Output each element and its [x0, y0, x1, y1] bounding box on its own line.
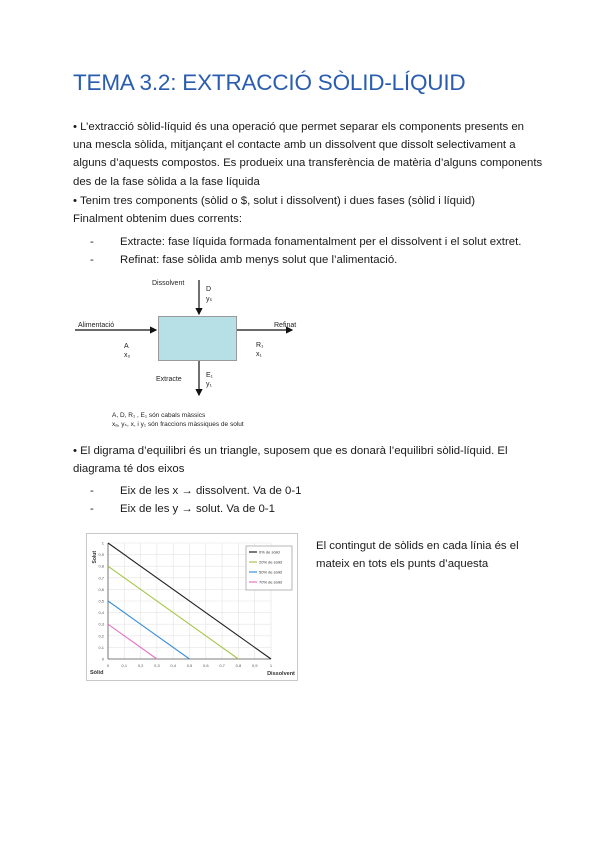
- equilibrium-paragraph: • El digrama d’equilibri és un triangle, suposem que es donarà l’equilibri sòlid-líquid. El diagrama té dos eixos: [73, 445, 508, 476]
- page-title: TEMA 3.2: EXTRACCIÓ SÒLID-LÍQUID: [73, 70, 466, 95]
- extracte-var-y1: y₁: [206, 381, 212, 388]
- y-tick-label: 0,9: [98, 552, 104, 558]
- equilibrium-chart: [86, 533, 298, 681]
- dash-marker: -: [90, 236, 94, 248]
- x-tick-label: 0: [106, 663, 110, 668]
- dissolvent-var-d: D: [206, 286, 212, 293]
- list-item-text: Extracte: fase líquida formada fonamentalment per el dissolvent i el solut extret.: [120, 236, 522, 248]
- y-tick-label: 0,3: [98, 621, 104, 627]
- extraction-box: [158, 316, 237, 361]
- intro-line-3: Finalment obtenim dues corrents:: [73, 213, 243, 225]
- legend-label: 50% de sòlid: [259, 569, 282, 575]
- flow-note-1: A, D, R₁ , E₁ són cabals màssics: [112, 412, 206, 419]
- legend-label: 20% de sòlid: [259, 559, 282, 565]
- list-item-text: Eix de les x → dissolvent. Va de 0-1: [120, 485, 302, 497]
- alimentacio-var-a: A: [124, 343, 129, 350]
- legend-label: 70% de sòlid: [259, 579, 282, 585]
- x-tick-label: 0,9: [251, 663, 258, 668]
- list-item: [90, 482, 302, 500]
- legend-label: 0% de sòlid: [259, 549, 280, 555]
- intro-paragraph-1: • L’extracció sòlid-líquid és una operació que permet separar els components presents en una mescla sòlida, mitjançant el contacte amb un dissolvent que dissolt selectivament a alguns d’aquests compostos. Es produeix una transferència de matèria d’alguns components des de la fase sòlida a la fase líquida: [73, 121, 543, 188]
- refinat-label: Refinat: [274, 322, 297, 329]
- y-tick-label: 0: [101, 656, 104, 662]
- extracte-var-e1: E₁: [206, 372, 214, 379]
- origin-label: Sòlid: [90, 670, 104, 676]
- x-tick-label: 0,4: [170, 663, 176, 668]
- y-tick-label: 0,4: [98, 610, 104, 616]
- list-item-text: Eix de les y → solut. Va de 0-1: [120, 503, 275, 515]
- x-tick-label: 0,1: [121, 663, 128, 668]
- list-item: [90, 500, 275, 518]
- intro-paragraph-2: • Tenim tres components (sòlid o $, solut i dissolvent) i dues fases (sòlid i líquid): [73, 195, 475, 207]
- dissolvent-var-ys: yₛ: [206, 296, 213, 303]
- alimentacio-label: Alimentació: [78, 322, 115, 329]
- refinat-var-x1: x₁: [256, 351, 262, 358]
- y-tick-label: 0,5: [98, 598, 104, 604]
- flow-diagram: [70, 275, 340, 435]
- y-tick-label: 0,1: [98, 644, 104, 650]
- y-tick-label: 0,6: [98, 586, 104, 592]
- list-item: [90, 233, 521, 251]
- x-axis-label: Dissolvent: [267, 671, 295, 677]
- y-tick-label: 0,7: [98, 575, 104, 581]
- dash-marker: -: [90, 254, 94, 266]
- extracte-label: Extracte: [156, 376, 182, 383]
- flow-note-2: xₐ, yₛ, x, i y₁ són fraccions màssiques de solut: [112, 421, 244, 428]
- x-tick-label: 0,8: [235, 663, 242, 668]
- x-tick-label: 0,5: [186, 663, 193, 668]
- side-note: El contingut de sòlids en cada línia és el mateix en tots els punts d’aquesta: [316, 540, 519, 571]
- x-tick-label: 0,6: [203, 663, 209, 668]
- dash-marker: -: [90, 503, 94, 515]
- y-tick-label: 0,2: [98, 633, 104, 639]
- x-tick-label: 0,7: [219, 663, 225, 668]
- x-tick-label: 0,3: [154, 663, 160, 668]
- y-tick-label: 1: [101, 540, 104, 546]
- y-axis-label: Solut: [92, 551, 98, 564]
- alimentacio-var-x0: x₀: [124, 352, 131, 359]
- list-item: [90, 251, 397, 269]
- x-tick-label: 0,2: [137, 663, 144, 668]
- x-tick-label: 1: [269, 663, 273, 668]
- list-item-text: Refinat: fase sòlida amb menys solut que l’alimentació.: [120, 254, 398, 266]
- dash-marker: -: [90, 485, 94, 497]
- refinat-var-r1: R₁: [256, 342, 264, 349]
- chart-svg: [86, 533, 298, 681]
- y-tick-label: 0,8: [98, 563, 104, 569]
- dissolvent-label: Dissolvent: [152, 280, 185, 287]
